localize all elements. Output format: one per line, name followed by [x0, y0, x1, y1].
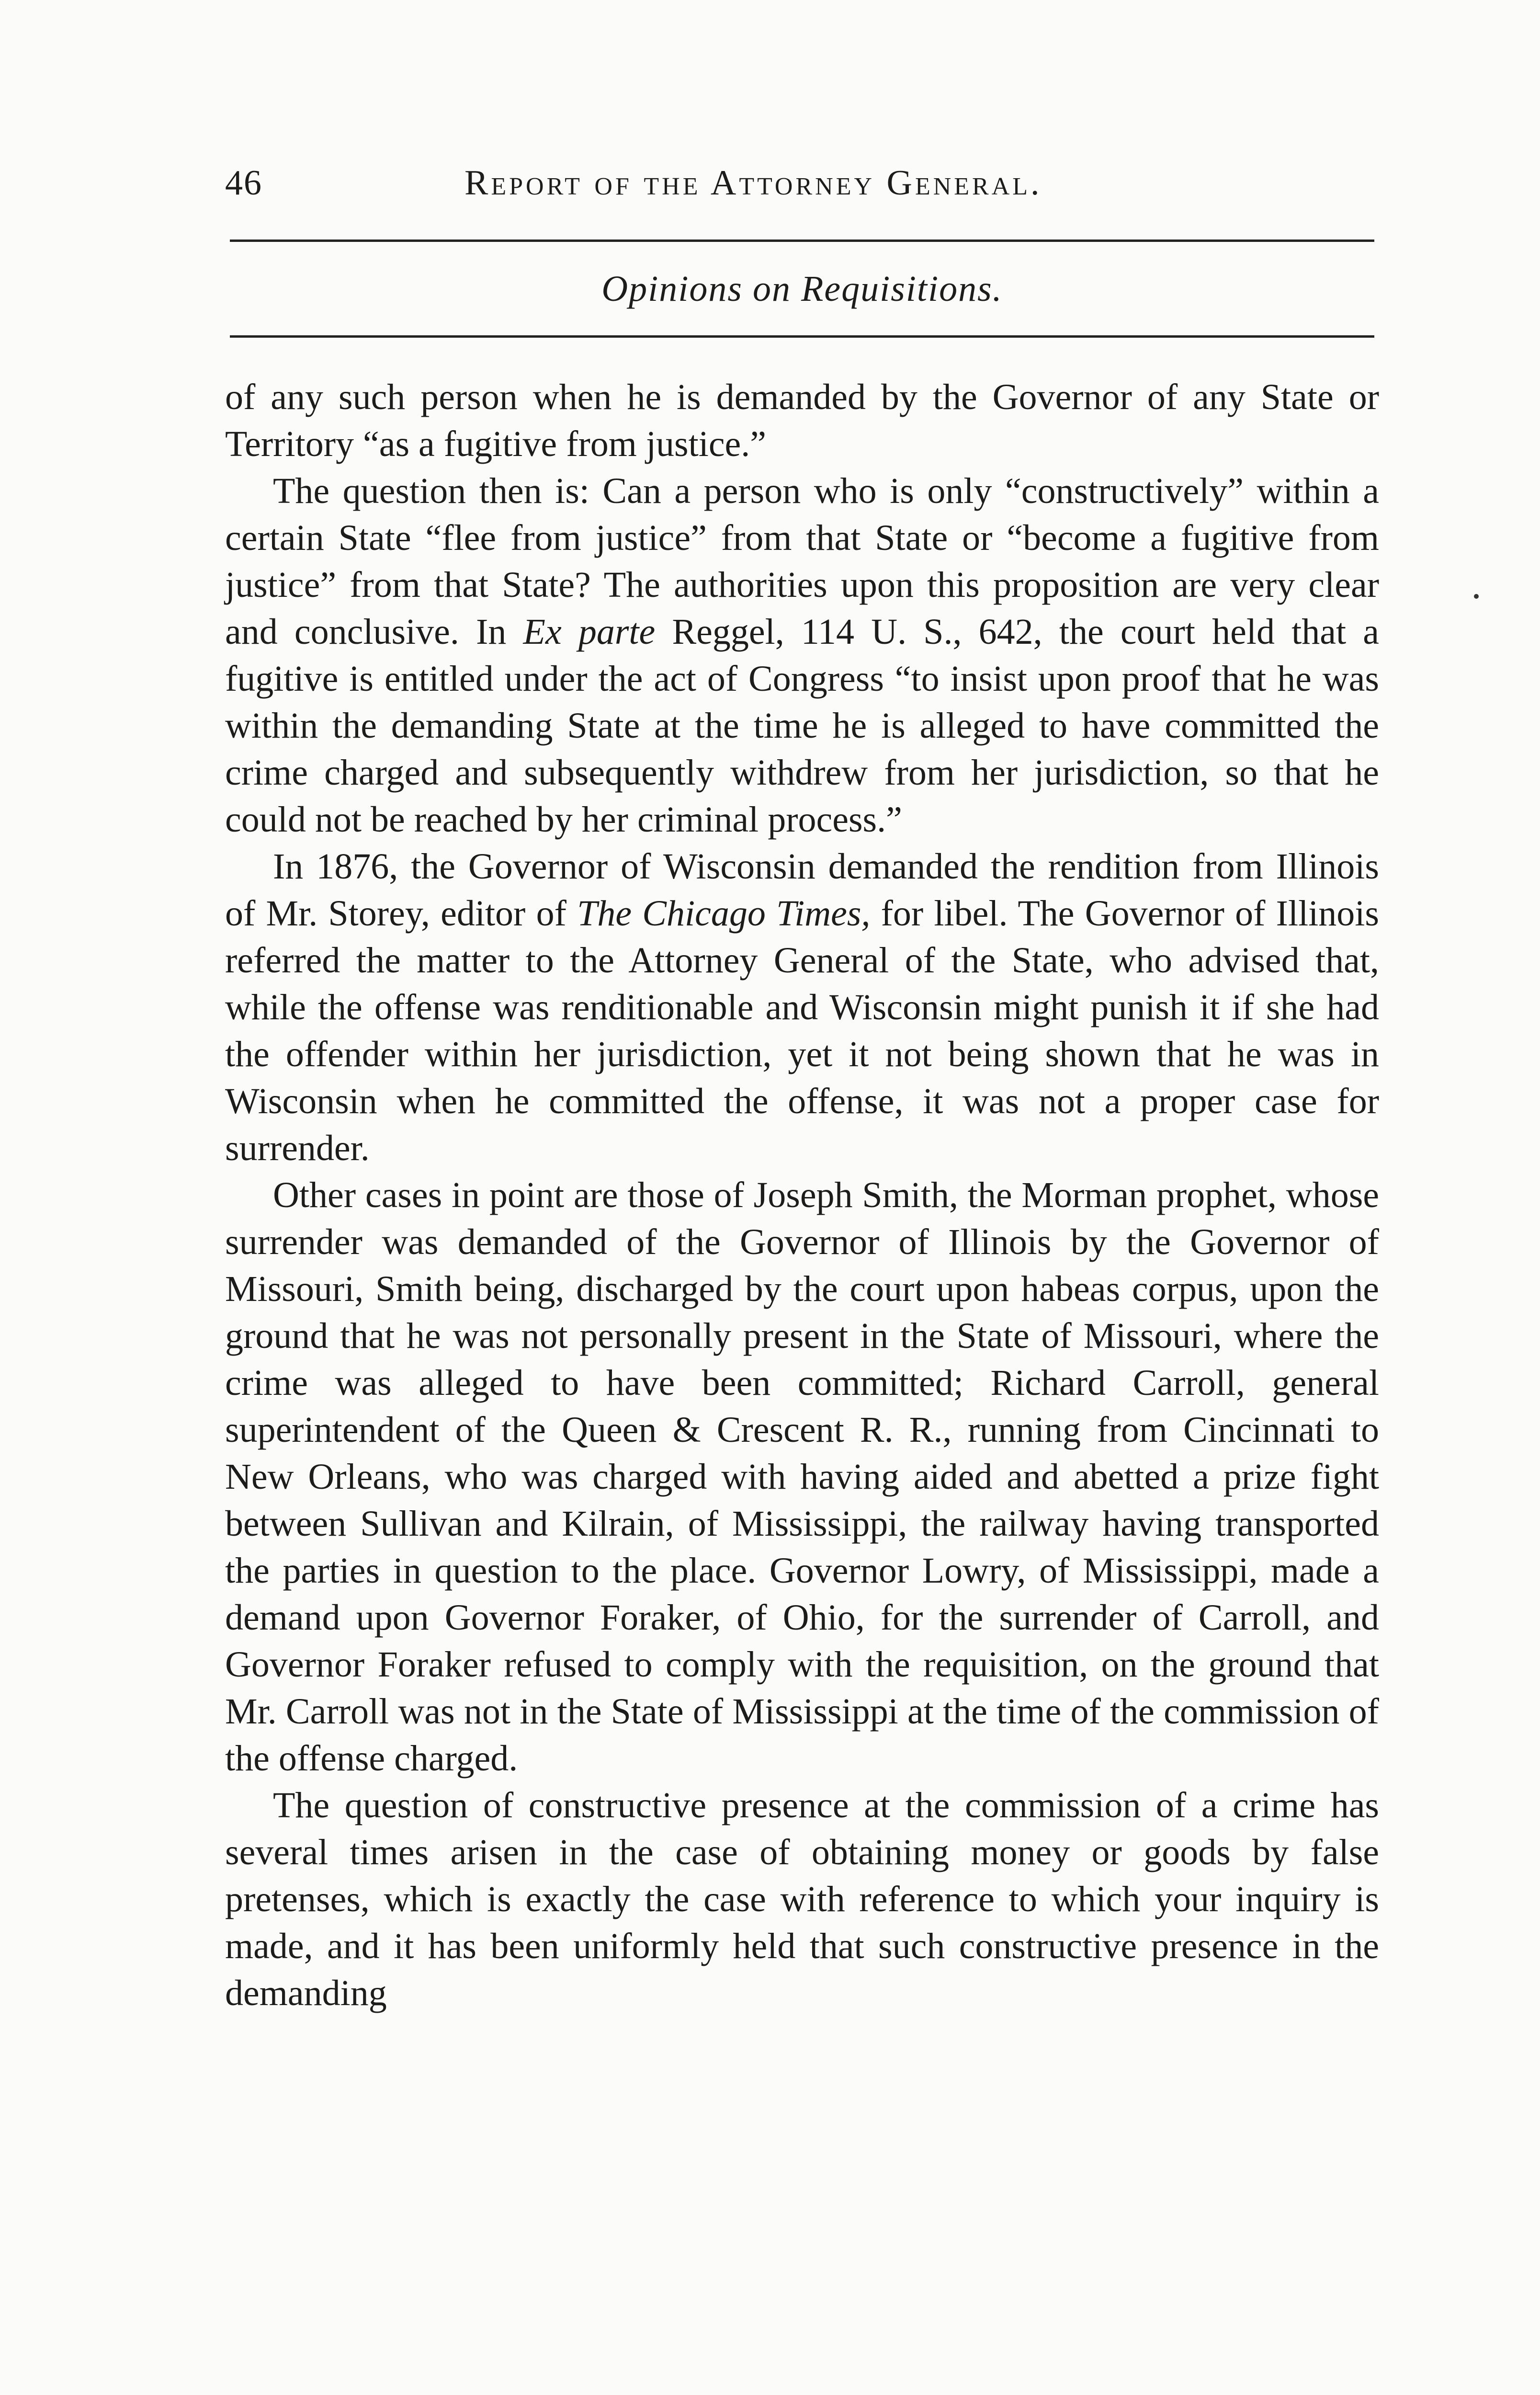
body-text	[225, 374, 1379, 2017]
section-title: Opinions on Requisitions.	[601, 269, 1003, 309]
paragraph-segment: The question then is: Can a person who is only “constructively” within a certain State “flee from justice” from that State or “become a fugitive from justice” from that State? The authorities upon this proposition are very clear and conclusive. In	[225, 471, 1379, 652]
newspaper-name-italic: The Chicago Times,	[577, 893, 871, 934]
paragraph-segment: for libel. The Governor of Illinois referred the matter to the Attorney General of the State, who advised that, while the offense was renditionable and Wisconsin might punish it if she had the offender within her jurisdiction, yet it not being shown that he was in Wisconsin when he committed the offense, it was not a proper case for surrender.	[225, 893, 1379, 1168]
paragraph-1	[225, 374, 1379, 468]
case-name-italic: Ex parte	[523, 612, 656, 652]
header-rule-top	[230, 240, 1374, 242]
paragraph-segment: The question of constructive presence at the commission of a crime has several times arisen in the case of obtaining money or goods by false pretenses, which is exactly the case with reference to which your inquiry is made, and it has been uniformly held that such constructive presence in the demanding	[225, 1785, 1379, 2013]
page-number: 46	[225, 163, 262, 203]
paragraph-segment: In 1876, the Governor of Wisconsin demanded the rendition from Illinois of Mr. Storey, editor of	[225, 846, 1379, 934]
paragraph-4	[225, 1172, 1379, 1782]
paragraph-segment: Other cases in point are those of Joseph Smith, the Morman prophet, whose surrender was demanded of the Governor of Illinois by the Governor of Missouri, Smith being, discharged by the court upon habeas corpus, upon the ground that he was not personally present in the State of Missouri, where the crime was alleged to have been committed; Richard Carroll, general superintendent of the Queen & Crescent R. R., running from Cincinnati to New Orleans, who was charged with having aided and abetted a prize fight between Sullivan and Kilrain, of Mississippi, the railway having transported the parties in question to the place. Governor Lowry, of Mississippi, made a demand upon Governor Foraker, of Ohio, for the surrender of Carroll, and Governor Foraker refused to comply with the requisition, on the ground that Mr. Carroll was not in the State of Mississippi at the time of the commission of the offense charged.	[225, 1175, 1379, 1779]
page-header	[225, 153, 1374, 211]
margin-dot	[1474, 594, 1479, 599]
paragraph-5	[225, 1782, 1379, 2017]
running-title: Report of the Attorney General.	[464, 163, 1042, 203]
paragraph-2	[225, 468, 1379, 843]
header-rule-bottom	[230, 335, 1374, 338]
paragraph-segment: Reggel, 114 U. S., 642, the court held that a fugitive is entitled under the act of Congress “to insist upon proof that he was within the demanding State at the time he is alleged to have committed the crime charged and subsequently withdrew from her jurisdiction, so that he could not be reached by her criminal process.”	[225, 612, 1380, 840]
paragraph-3	[225, 843, 1379, 1172]
paragraph-segment: of any such person when he is demanded by the Governor of any State or Territory “as a fugitive from justice.”	[225, 377, 1379, 464]
